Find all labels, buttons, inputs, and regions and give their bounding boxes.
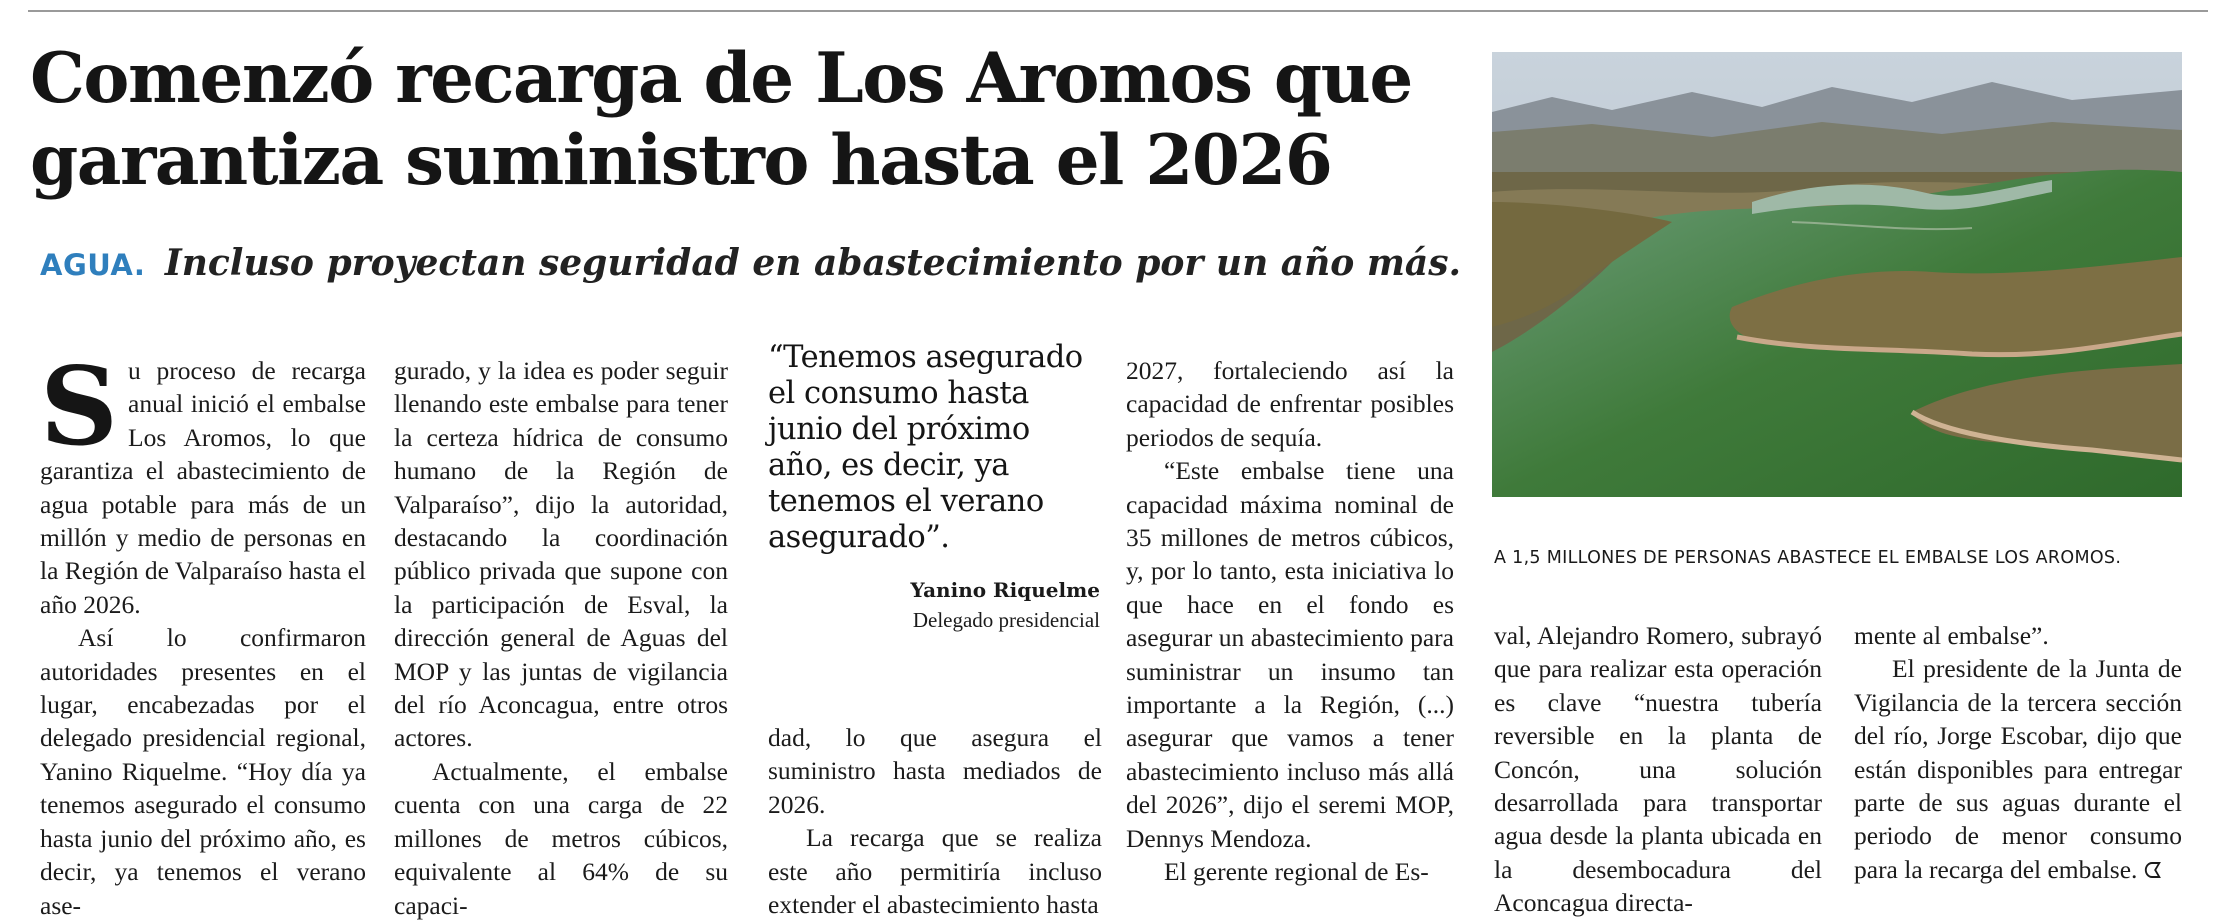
subheadline — [40, 240, 1462, 288]
paragraph: val, Alejandro Romero, subrayó que para realizar esta operación es clave “nuestra tubería reversible en la planta de Concón, una solución desarrollada para transportar agua desde la planta ubicada en la desembocadura del Aconcagua directa- — [1494, 621, 1822, 918]
pull-quote — [768, 340, 1100, 633]
paragraph: La recarga que se realiza este año permitiría incluso extender el abastecimiento hasta — [768, 823, 1102, 920]
paragraph-with-end-mark — [1854, 652, 2182, 888]
reservoir-aerial-photo — [1492, 52, 2182, 497]
paragraph: 2027, fortaleciendo así la capacidad de enfrentar posibles periodos de sequía. — [1126, 356, 1454, 452]
photo-caption: A 1,5 MILLONES DE PERSONAS ABASTECE EL EMBALSE LOS AROMOS. — [1494, 548, 2122, 568]
end-of-article-icon: ᗧ — [2143, 858, 2163, 884]
pull-quote-name: Yanino Riquelme — [910, 578, 1100, 602]
paragraph: “Este embalse tiene una capacidad máxima nominal de 35 millones de metros cúbicos, y, por lo tanto, esta iniciativa lo que hace en el fondo es asegurar un abastecimiento para suministrar un insumo tan importante a la Región, (...) asegurar que vamos a tener abastecimiento incluso más allá del 2026”, dijo el seremi MOP, Dennys Mendoza. — [1126, 456, 1454, 853]
paragraph: gurado, y la idea es poder seguir llenando este embalse para tener la certeza hídrica de consumo humano de la Región de Valparaíso”, dijo la autoridad, destacando la coordinación público privada que supone con la participación de Esval, la dirección general de Aguas del MOP y las juntas de vigilancia del río Aconcagua, entre otros actores. — [394, 356, 728, 753]
column-6 — [1854, 619, 2182, 888]
section-kicker: AGUA. — [40, 248, 146, 282]
paragraph: El presidente de la Junta de Vigilancia de la tercera sección del río, Jorge Escobar, dijo que están disponibles para entregar parte de sus aguas durante el periodo de menor consumo para la recarga del embalse. — [1854, 654, 2182, 884]
paragraph: dad, lo que asegura el suministro hasta mediados de 2026. — [768, 723, 1102, 819]
column-5 — [1494, 619, 1822, 920]
pull-quote-text: “Tenemos asegurado el consumo hasta junio del próximo año, es decir, ya tenemos el verano asegurado”. — [768, 340, 1083, 555]
paragraph: Así lo confirmaron autoridades presentes en el lugar, encabezadas por el delegado presidencial regional, Yanino Riquelme. “Hoy día ya tenemos asegurado el consumo hasta junio del próximo año, es decir, ya tenemos el verano ase- — [40, 623, 366, 920]
paragraph: El gerente regional de Es- — [1164, 857, 1429, 887]
paragraph: u proceso de recarga anual inició el embalse Los Aromos, lo que garantiza el abastecimiento de agua potable para más de un millón y medio de personas en la Región de Valparaíso hasta el año 2026. — [40, 356, 366, 619]
headline: Comenzó recarga de Los Aromos que garantiza suministro hasta el 2026 — [30, 38, 1412, 201]
column-1 — [40, 344, 366, 922]
column-3 — [768, 721, 1102, 921]
top-rule — [28, 10, 2208, 12]
paragraph: mente al embalse”. — [1854, 621, 2049, 650]
paragraph: Actualmente, el embalse cuenta con una carga de 22 millones de metros cúbicos, equivalente al 64% de su capaci- — [394, 756, 728, 920]
pull-quote-role: Delegado presidencial — [912, 608, 1100, 632]
reservoir-photo-icon — [1492, 52, 2182, 497]
column-4 — [1126, 354, 1454, 889]
drop-cap: S — [40, 344, 118, 470]
column-2 — [394, 354, 728, 922]
deck: Incluso proyectan seguridad en abastecimiento por un año más. — [164, 242, 1462, 284]
